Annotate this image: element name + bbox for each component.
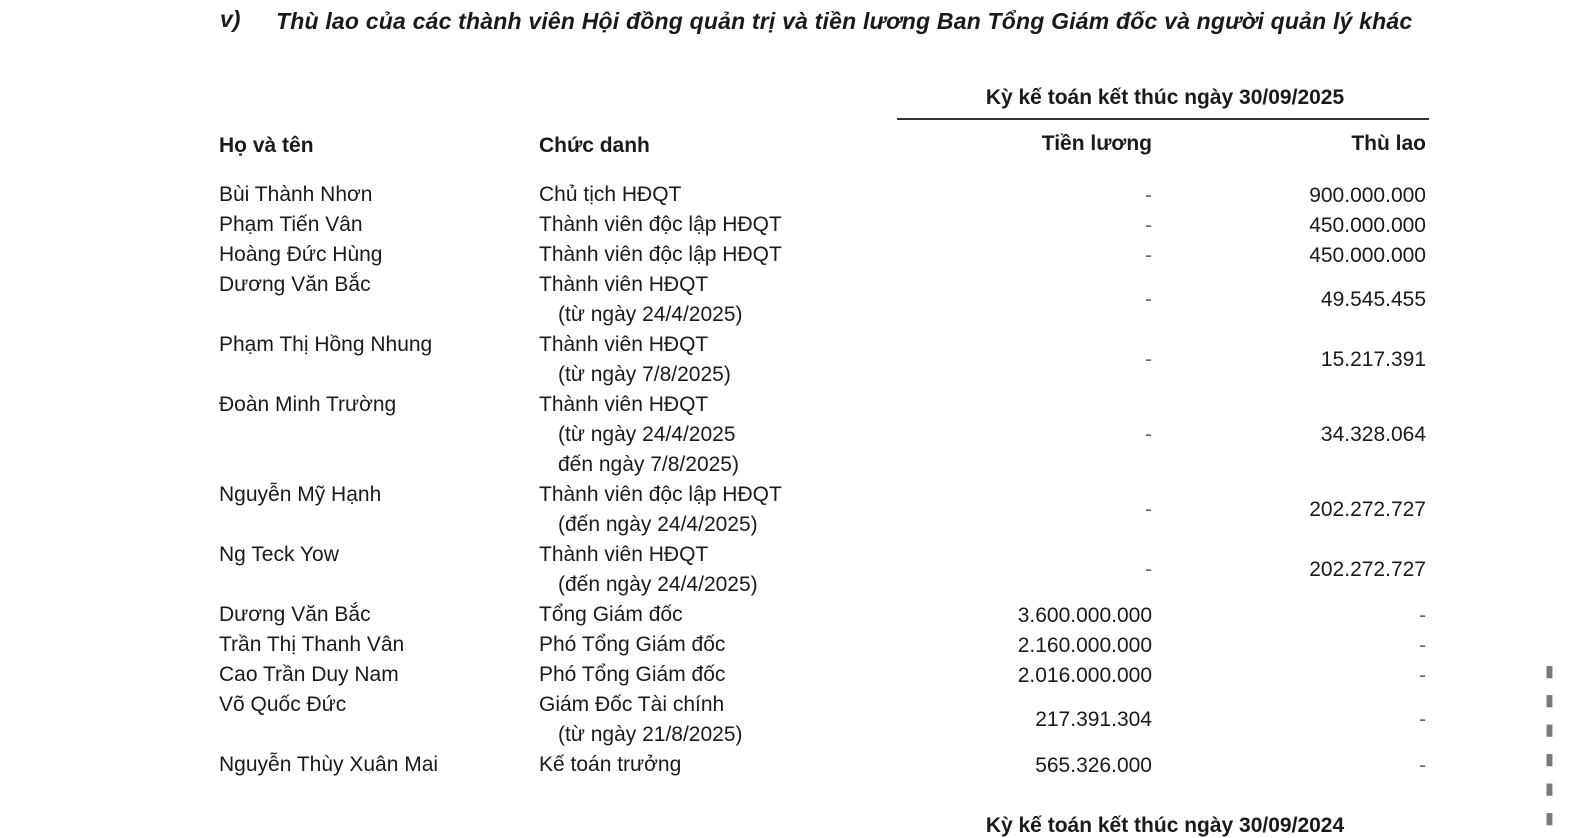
row-name: Dương Văn Bắc (219, 273, 371, 296)
row-title (539, 390, 879, 480)
row-remuneration: 202.272.727 (1309, 498, 1426, 521)
table-row (0, 750, 1576, 780)
row-title-main: Kế toán trưởng (539, 753, 682, 776)
row-title-main: Tổng Giám đốc (539, 603, 683, 626)
row-name: Phạm Tiến Vân (219, 213, 363, 236)
table-row (0, 480, 1576, 540)
row-title-note: (từ ngày 24/4/2025) (558, 303, 743, 326)
table-row (0, 210, 1576, 240)
row-name: Nguyễn Mỹ Hạnh (219, 483, 382, 506)
period-header: Kỳ kế toán kết thúc ngày 30/09/2025 (985, 86, 1345, 109)
row-title-main: Thành viên HĐQT (539, 393, 709, 416)
row-title (539, 750, 879, 780)
row-title (539, 330, 879, 390)
row-title (539, 660, 879, 690)
row-remuneration: - (1419, 604, 1426, 627)
row-name: Hoàng Đức Hùng (219, 243, 383, 266)
row-name: Phạm Thị Hồng Nhung (219, 333, 433, 356)
row-name: Nguyễn Thùy Xuân Mai (219, 753, 439, 776)
row-title (539, 270, 879, 330)
row-salary: - (1145, 498, 1152, 521)
row-remuneration: 450.000.000 (1309, 214, 1426, 237)
row-title-main: Phó Tổng Giám đốc (539, 663, 726, 686)
row-salary: - (1145, 348, 1152, 371)
row-salary: - (1145, 423, 1152, 446)
row-title-main: Thành viên độc lập HĐQT (539, 483, 782, 506)
row-remuneration: 15.217.391 (1320, 348, 1426, 371)
row-title-main: Phó Tổng Giám đốc (539, 633, 726, 656)
row-title (539, 240, 879, 270)
row-name: Võ Quốc Đức (219, 693, 347, 716)
row-remuneration: 49.545.455 (1320, 288, 1426, 311)
row-name: Dương Văn Bắc (219, 603, 371, 626)
column-header-remuneration: Thù lao (1351, 132, 1426, 155)
row-title-note: đến ngày 7/8/2025) (558, 453, 739, 476)
row-remuneration: - (1419, 708, 1426, 731)
table-row (0, 180, 1576, 210)
row-name: Cao Trần Duy Nam (219, 663, 399, 686)
table-row (0, 330, 1576, 390)
row-salary: - (1145, 558, 1152, 581)
row-title (539, 690, 879, 750)
row-title (539, 540, 879, 600)
row-name: Bùi Thành Nhơn (219, 183, 373, 206)
table-row (0, 240, 1576, 270)
row-salary: 565.326.000 (1035, 754, 1152, 777)
row-salary: 2.160.000.000 (1017, 634, 1152, 657)
table-row (0, 690, 1576, 750)
row-title-main: Thành viên HĐQT (539, 273, 709, 296)
row-title-main: Thành viên HĐQT (539, 333, 709, 356)
column-header-salary: Tiền lương (1041, 132, 1152, 155)
table-row (0, 630, 1576, 660)
row-remuneration: 202.272.727 (1309, 558, 1426, 581)
row-salary: 3.600.000.000 (1017, 604, 1152, 627)
row-remuneration: - (1419, 664, 1426, 687)
row-salary: - (1145, 288, 1152, 311)
column-header-title: Chức danh (539, 134, 650, 157)
row-title-main: Thành viên độc lập HĐQT (539, 243, 782, 266)
period-underline (897, 118, 1429, 120)
row-title-main: Giám Đốc Tài chính (539, 693, 725, 716)
row-salary: 2.016.000.000 (1017, 664, 1152, 687)
row-title (539, 210, 879, 240)
row-remuneration: 900.000.000 (1309, 184, 1426, 207)
row-title-main: Thành viên độc lập HĐQT (539, 213, 782, 236)
margin-stamp-mark: ▮ ▮ ▮ ▮ ▮ ▮ (1542, 660, 1559, 830)
row-title-main: Chủ tịch HĐQT (539, 183, 682, 206)
row-title-note: (đến ngày 24/4/2025) (558, 513, 758, 536)
row-title (539, 480, 879, 540)
next-period-header: Kỳ kế toán kết thúc ngày 30/09/2024 (985, 814, 1345, 837)
row-salary: - (1145, 214, 1152, 237)
remuneration-table (0, 180, 1576, 780)
row-remuneration: 450.000.000 (1309, 244, 1426, 267)
column-header-name: Họ và tên (219, 134, 314, 157)
row-salary: - (1145, 184, 1152, 207)
row-title-note: (đến ngày 24/4/2025) (558, 573, 758, 596)
row-name: Đoàn Minh Trường (219, 393, 397, 416)
table-row (0, 540, 1576, 600)
table-row (0, 390, 1576, 480)
row-remuneration: - (1419, 754, 1426, 777)
row-salary: 217.391.304 (1035, 708, 1152, 731)
row-title-main: Thành viên HĐQT (539, 543, 709, 566)
row-title (539, 180, 879, 210)
row-title (539, 600, 879, 630)
row-name: Trần Thị Thanh Vân (219, 633, 405, 656)
table-row (0, 660, 1576, 690)
row-title (539, 630, 879, 660)
row-remuneration: 34.328.064 (1320, 423, 1426, 446)
row-remuneration: - (1419, 634, 1426, 657)
section-marker: v) (220, 6, 241, 32)
table-row (0, 270, 1576, 330)
row-title-note: (từ ngày 24/4/2025 (558, 423, 736, 446)
row-name: Ng Teck Yow (219, 543, 339, 566)
table-row (0, 600, 1576, 630)
row-title-note: (từ ngày 21/8/2025) (558, 723, 743, 746)
section-title: Thù lao của các thành viên Hội đồng quản trị và tiền lương Ban Tổng Giám đốc và người quản lý khác (276, 8, 1413, 34)
row-salary: - (1145, 244, 1152, 267)
row-title-note: (từ ngày 7/8/2025) (558, 363, 731, 386)
